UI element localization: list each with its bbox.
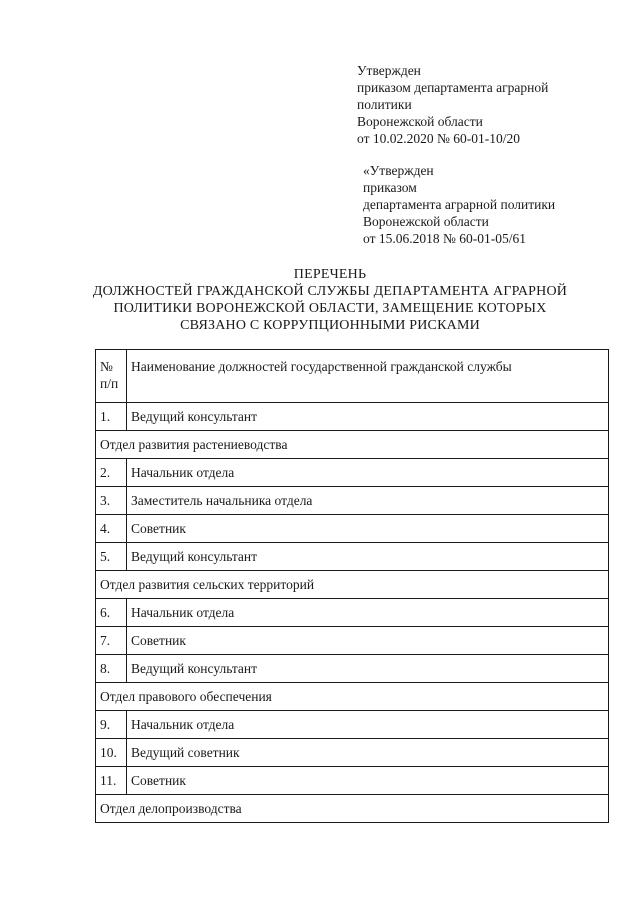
row-position: Начальник отдела [127, 599, 609, 627]
header-num-label: п/п [100, 376, 119, 391]
approval-line: от 10.02.2020 № 60-01-10/20 [357, 131, 520, 146]
document-heading [40, 266, 620, 334]
section-title: Отдел делопроизводства [96, 795, 609, 823]
header-num-label: № [100, 359, 113, 374]
approval-line: Воронежской области [357, 114, 483, 129]
approval-line: политики [357, 97, 412, 112]
header-num-cell [96, 350, 127, 403]
heading-title: ПЕРЕЧЕНЬ [293, 267, 367, 282]
section-row [96, 431, 609, 459]
table-row [96, 403, 609, 431]
row-position: Ведущий консультант [127, 403, 609, 431]
table-row [96, 599, 609, 627]
table-row [96, 711, 609, 739]
row-number: 9. [96, 711, 127, 739]
section-title: Отдел правового обеспечения [96, 683, 609, 711]
header-name-cell: Наименование должностей государственной гражданской службы [127, 350, 609, 403]
row-number: 1. [96, 403, 127, 431]
table-header-row [96, 350, 609, 403]
row-number: 2. [96, 459, 127, 487]
row-number: 6. [96, 599, 127, 627]
approval-line: приказом [363, 180, 417, 195]
approval-block-previous [363, 162, 555, 247]
table-row [96, 459, 609, 487]
row-number: 11. [96, 767, 127, 795]
section-row [96, 795, 609, 823]
approval-line: от 15.06.2018 № 60-01-05/61 [363, 231, 526, 246]
row-position: Ведущий советник [127, 739, 609, 767]
table-row [96, 767, 609, 795]
table-row [96, 543, 609, 571]
table-row [96, 655, 609, 683]
row-position: Ведущий консультант [127, 543, 609, 571]
row-number: 3. [96, 487, 127, 515]
section-title: Отдел развития растениеводства [96, 431, 609, 459]
row-number: 7. [96, 627, 127, 655]
row-position: Советник [127, 515, 609, 543]
approval-line: «Утвержден [363, 163, 434, 178]
row-position: Начальник отдела [127, 711, 609, 739]
row-number: 8. [96, 655, 127, 683]
section-row [96, 571, 609, 599]
approval-line: департамента аграрной политики [363, 197, 556, 212]
approval-line: приказом департамента аграрной [357, 80, 549, 95]
positions-table [95, 349, 609, 823]
table-row [96, 487, 609, 515]
row-position: Советник [127, 627, 609, 655]
approval-line: Утвержден [357, 63, 421, 78]
section-title: Отдел развития сельских территорий [96, 571, 609, 599]
row-position: Заместитель начальника отдела [127, 487, 609, 515]
row-number: 10. [96, 739, 127, 767]
section-row [96, 683, 609, 711]
row-position: Советник [127, 767, 609, 795]
heading-line: ПОЛИТИКИ ВОРОНЕЖСКОЙ ОБЛАСТИ, ЗАМЕЩЕНИЕ КОТОРЫХ [113, 301, 547, 316]
row-position: Ведущий консультант [127, 655, 609, 683]
table-row [96, 515, 609, 543]
table-row [96, 627, 609, 655]
row-number: 4. [96, 515, 127, 543]
table-row [96, 739, 609, 767]
row-position: Начальник отдела [127, 459, 609, 487]
heading-line: ДОЛЖНОСТЕЙ ГРАЖДАНСКОЙ СЛУЖБЫ ДЕПАРТАМЕНТА АГРАРНОЙ [92, 284, 568, 299]
approval-line: Воронежской области [363, 214, 489, 229]
approval-block-current [357, 62, 548, 147]
heading-line: СВЯЗАНО С КОРРУПЦИОННЫМИ РИСКАМИ [180, 318, 480, 333]
row-number: 5. [96, 543, 127, 571]
